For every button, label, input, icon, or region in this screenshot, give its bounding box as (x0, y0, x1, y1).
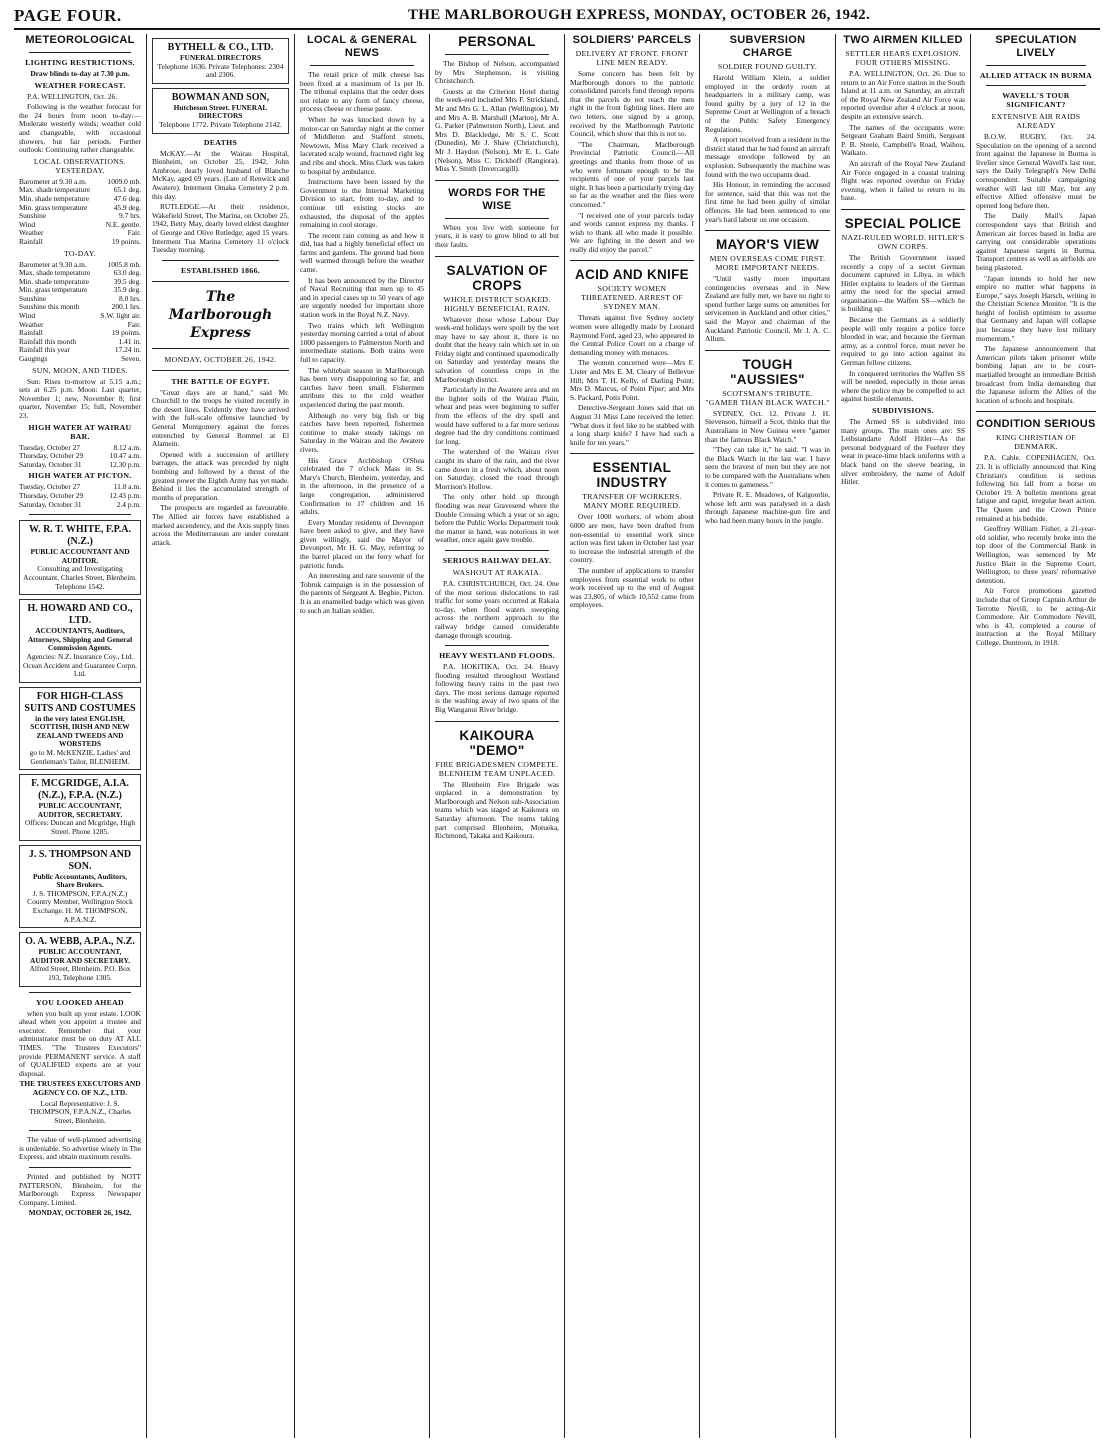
table-row (19, 501, 141, 510)
subheading: DEATHS (203, 137, 238, 147)
paragraph: It has been announced by the Director of Naval Recruiting that men up to 45 and in special cases up to 50 years of age are urgently needed for important shore station work in the Royal N.Z. Navy. (300, 275, 424, 320)
row-value: Fair. (127, 228, 141, 238)
subheading: NAZI-RULED WORLD. HITLER'S OWN CORPS. (841, 232, 965, 251)
subheading: WHOLE DISTRICT SOAKED. HIGHLY BENEFICIAL RAIN. (443, 294, 551, 313)
row-value: 9.7 hrs. (119, 211, 141, 221)
row-value: 8.0 hrs. (119, 293, 141, 303)
row-value: 19 points. (111, 236, 141, 246)
ad-detail: Agencies: N.Z. Insurance Coy., Ltd. Ocean Accident and Guarantee Corpn. Ltd. (23, 651, 137, 679)
paragraph: McKAY.—At the Wairau Hospital, Blenheim, on October 25, 1942, John Ambrose, dearly loved husband of Blanche McKay, aged 69 years. (Late of Renwick and Awatere). Interment Omaka Cemetery 2 p.m. this day. (152, 148, 289, 201)
row-label: Thursday, October 29 (19, 490, 84, 500)
ad-detail: Offices: Duncan and Mcgridge, High Street. Phone 1285. (24, 818, 136, 837)
row-label: Rainfall (19, 328, 43, 338)
imprint-date: MONDAY, OCTOBER 26, 1942. (28, 1208, 132, 1218)
table-row (19, 355, 141, 364)
subheading: SETTLER HEARS EXPLOSION. FOUR OTHERS MISSING. (845, 49, 961, 67)
leader-heading: THE BATTLE OF EGYPT. (171, 376, 270, 386)
paragraph: Although no very big fish or big catches have been reported, fishermen continue to make steady takings on Saturday in the Wairau and the Awatere rivers. (300, 410, 424, 454)
section-heading: TOUGH "AUSSIES" (730, 356, 805, 387)
paragraph: B.O.W. RUGBY, Oct. 24. Speculation on the opening of a second front against the Japanese in Burma is livelier since General Wavell's last tour, says the Daily Telegraph's New Delhi correspondent. Suitable campaigning weather will last till May, but any effective Allied offensive must be opened long before then. (976, 132, 1096, 210)
trustee-text: when you built up your estate. LOOK ahead when you appoint a trustee and executor. Remember that your administrator must be on duty AT ALL TIMES. "The Trustees Executors" provide PERMANENT service. A staff of QUALIFIED experts are at your disposal. (19, 1008, 141, 1078)
paragraph: A report received from a resident in the district stated that he had found an aircraft message envelope followed by an explosion. Subsequently the machine was found with the two occupants dead. (705, 135, 830, 179)
advertisement (152, 38, 289, 84)
established-line: ESTABLISHED 1866. (180, 265, 261, 275)
row-label: Tuesday, October 27 (19, 442, 81, 452)
section-heading: SALVATION OF CROPS (446, 262, 548, 293)
ad-line: Public Accountants, Auditors, Share Brokers. (32, 871, 128, 890)
paragraph: The women concerned were—Mrs F. Lister and Mrs E. M. Cleary of Bellevue Hill; Mrs T. H. Kelly, of Darling Point; Mrs D. Marcus, of Point Piper; and Mrs S. Packard, Potts Point. (570, 358, 694, 402)
row-value: 63.0 deg. (113, 268, 141, 278)
row-value: Seven. (121, 354, 141, 364)
row-value: Fair. (127, 319, 141, 329)
paragraph: The number of applications to transfer employees from essential work to other work received up to the end of August was 23,805, of which 10,552 came from employees. (570, 565, 694, 610)
dateline: P.A. WELLINGTON, Oct. 26. (27, 91, 118, 101)
paragraph: The recent rain coming as and how it did, has had a highly beneficial effect on farms and gardens. The ground had been well warmed through before the weather came. (300, 230, 424, 275)
ad-detail: Alfred Street, Blenheim. P.O. Box 193, Telephone 1305. (29, 964, 131, 982)
row-value: 65.1 deg. (113, 185, 141, 195)
paragraph: Whatever those whose Labour Day week-end holidays were spoilt by the wet may have to say about it, there is no doubt that the heavy rain which set in on Friday night and continued spasmodically on Saturday and yesterday means the salvation of countless crops in the Marlborough district. (435, 314, 559, 384)
row-label: Sunshine (19, 293, 47, 303)
paragraph: The watershed of the Wairau river caught its share of the rain, and the river came down in a fresh which, about noon on Saturday, closed the road through Morrison's Hollow. (435, 447, 559, 491)
paragraph: The British Government issued recently a copy of a secret German document captured in Libya, in which Hitler explains to leaders of the German army the need for the special armed organisation—the Waffen SS—which he is building up. (841, 252, 965, 314)
paragraph: Opened with a succession of artillery barrages, the attack was preceded by night bombing and followed by a thrust of the greatest power the Eighth Army has yet made. Behind it lies the accumulated strength of months of preparation. (152, 449, 289, 502)
section-heading: LOCAL & GENERAL NEWS (306, 34, 418, 59)
tides-picton (19, 483, 141, 509)
subheading: SUBDIVISIONS. (872, 406, 934, 415)
column-airmen (836, 34, 970, 1438)
subheading: WEATHER FORECAST. (34, 80, 126, 90)
crops-body (435, 316, 559, 545)
row-label: Barometer at 9.30 a.m. (19, 176, 87, 186)
row-value: 200.1 hrs. (111, 302, 141, 312)
forecast-text: Following is the weather forecast for the 24 hours from noon to-day:— Moderate westerly winds; weather cold and changeable, with occasional showers, but fair periods. Further outlook: Continuing rather changeable. (19, 102, 141, 155)
row-label: Weather (19, 319, 44, 329)
section-heading: METEOROLOGICAL (25, 34, 135, 46)
subheading: EXTENSIVE AIR RAIDS ALREADY (991, 112, 1081, 130)
paragraph: Harold William Klein, a soldier employed in the orderly room at headquarters in a military camp, was found guilty by a jury of 12 in the Supreme Court at Wellington of a breach of the Public Safety Emergency Regulations. (705, 73, 830, 134)
paragraph: The Bishop of Nelson, accompanied by Mrs Stephenson, is visiting Christchurch. (435, 59, 559, 86)
subheading: HIGH WATER AT PICTON. (28, 471, 132, 481)
row-value: 11.0 a.m. (113, 482, 141, 492)
paragraph: P.A. Cable. COPENHAGEN, Oct. 23. It is officially announced that King Christian's condition is serious following his fall from a horse on October 19. A bulletin mentions great fatigue and rapid, irregular heart action. The Queen and the Crown Prince remained at his bedside. (976, 453, 1096, 523)
paragraph: Over 1000 workers, of whom about 6000 are men, have been drafted from non-essential to essential work since action was first taken in October last year to increase the industrial strength of the country. (570, 512, 694, 565)
paragraph: Air Force promotions gazetted include that of Group Captain Arthur de Terrotte Nevill, to be acting-Air Commodore. Air Commodore Nevill, who is 43, completed a course of instruction at the Royal Military College, Duntroon, in 1918. (976, 586, 1096, 647)
paragraph: An interesting and rare souvenir of the Tobruk campaign is in the possession of the parents of Sergeant A. Begbie, Picton. It is an enamelled badge which was given to such an Italian soldier. (300, 571, 424, 615)
row-label: Barometer at 9.30 a.m. (19, 259, 87, 269)
row-value: 10.47 a.m. (109, 451, 141, 461)
row-value: 1.41 in. (118, 336, 141, 346)
ad-name: H. HOWARD AND CO., LTD. (27, 603, 133, 627)
newspaper-title: THE MARLBOROUGH EXPRESS, MONDAY, OCTOBER 26, 1942. (408, 7, 871, 23)
column-personal (430, 34, 564, 1438)
row-value: 12.43 p.m. (109, 490, 141, 500)
row-value: 47.6 deg. (113, 193, 141, 203)
row-label: Min. grass temperature (19, 285, 88, 295)
subheading: YOU LOOKED AHEAD (36, 997, 124, 1007)
paragraph: "Great days are at hand," said Mr. Churchill to the troops he visited recently in the desert lines. Evidently they have arrived with the full-scale offensive launched by General Montgomery against the forces entrenched by General Rommel at El Alamein. (152, 387, 289, 449)
row-label: Sunshine this month (19, 302, 80, 312)
paragraph: Some concern has been felt by Marlborough donors to the patriotic consolidated parcels fund through reports that the parcels do not reach the men right in the front fighting lines. Here are two letters, one signed by a group, received by the Marlborough Patriotic Council, which show that this is not so. (570, 69, 694, 139)
essential-body (570, 513, 694, 610)
trustee-rep: Local Representative: J. S. THOMPSON, F.P.A.N.Z., Charles Street, Blenheim. (29, 1098, 131, 1125)
section-heading: WORDS FOR THE WISE (448, 186, 546, 212)
column-local-news (295, 34, 429, 1438)
row-value: 17.24 in. (114, 345, 141, 355)
masthead (14, 6, 1100, 30)
paragraph: His Grace Archbishop O'Shea celebrated the 7 o'clock Mass in St. Mary's Church, Blenheim, yesterday, and in the afternoon, in the presence of a large congregation, administered Confirmation to 17 children and 16 adults. (300, 455, 424, 517)
row-value: 1005.8 mb. (107, 259, 141, 269)
section-heading: PERSONAL (458, 34, 536, 49)
police-body (841, 254, 965, 404)
subheading: SUN, MOON, AND TIDES. (32, 365, 128, 375)
section-heading: ESSENTIAL INDUSTRY (592, 460, 672, 491)
table-row (19, 461, 141, 470)
ad-line: ACCOUNTANTS, Auditors, Attorneys, Shipping and General Commission Agents. (27, 626, 133, 653)
row-label: Thursday, October 29 (19, 451, 84, 461)
rail-text: P.A. CHRISTCHURCH, Oct. 24. One of the most serious dislocations to rail traffic for some years occurred at Rakaia to-day, when flood waters sweeping across the northern approach to the railway bridge caused considerable damage through scouring. (435, 578, 559, 640)
subheading: SCOTSMAN'S TRIBUTE. "GAMER THAN BLACK WATCH." (705, 388, 830, 407)
wise-text: When you live with someone for years, it is easy to grow blind to all but their faults. (435, 222, 559, 249)
row-label: Saturday, October 31 (19, 499, 82, 509)
paragraph: "I received one of your parcels today and words cannot express my thanks. I wish to thank all who made it possible. We are fighting in the desert and we really did enjoy the parcel." (570, 210, 694, 254)
paragraph: In conquered territories the Waffen SS will be needed, especially in those areas where the police may be compelled to act against hostile elements. (841, 368, 965, 404)
paragraph: Two trains which left Wellington yesterday morning carried a total of about 1000 passengers to Palmerston North and intermediate stations. Both trains were full to capacity. (300, 320, 424, 364)
paragraph: The whitebait season in Marlborough has been very disappointing so far, and catches have been small. Fishermen attribute this to the cold weather experienced during the past month. (300, 365, 424, 409)
row-value: 2.4 p.m. (116, 499, 141, 509)
paragraph: "They can take it," he said. "I was in the Black Watch in the last war. I have seen the bravest of men but they are not to be compared with the Australians when it comes to gameness." (705, 445, 830, 489)
row-label: Rainfall this month (19, 336, 77, 346)
paragraph: Every Monday residents of Devonport have been asked to give, and they have given willingly, said the Mayor of Devonport, Mr H. G. May, referring to the barrel placed on the ferry wharf for patriotic funds. (300, 517, 424, 570)
subheading: HIGH WATER AT WAIRAU BAR. (28, 422, 132, 441)
section-heading: SPECULATION LIVELY (995, 34, 1077, 59)
row-label: Wind (19, 219, 36, 229)
tides-wairau (19, 444, 141, 470)
sun-moon-text: Sun: Rises to-morrow at 5.15 a.m.; sets at 6.25 p.m. Moon: Last quarter, November 1; new, November 8; first quarter, November 15; full, November 23. (19, 376, 141, 420)
row-value: 45.9 deg. (113, 202, 141, 212)
row-value: 1009.0 mb. (107, 176, 141, 186)
ad-detail: J. S. THOMPSON, F.P.A.(N.Z.) Country Member, Wellington Stock Exchange. H. M. THOMPSON, A.P.A.N.Z. (27, 888, 133, 924)
row-label: Saturday, October 31 (19, 459, 82, 469)
row-label: Weather (19, 228, 44, 238)
subheading: FIRE BRIGADESMEN COMPETE. BLENHEIM TEAM UNPLACED. (435, 759, 559, 778)
paragraph: Threats against five Sydney society women were allegedly made by Leonard Raymond Ford, aged 23, who appeared in the Central Police Court on a charge of demanding money with menaces. (570, 313, 694, 357)
paragraph: The retail price of milk cheese has been fixed at a maximum of 1s per lb. The tribunal explains that the order does not relate to any form of fancy cheese, process cheese or cheese paste. (300, 70, 424, 114)
trustee-company: THE TRUSTEES EXECUTORS AND AGENCY CO. OF N.Z., LTD. (19, 1079, 141, 1097)
paragraph: The prospects are regarded as favourable. The Allied air forces have established a marked ascendency, and the Axis supply lines across the Mediterranean are under constant attack. (152, 503, 289, 547)
leader-article (152, 389, 289, 548)
row-value: S.W. light air. (100, 311, 141, 321)
airmen-body (841, 70, 965, 203)
column-subversion (700, 34, 835, 1438)
parcels-body (570, 70, 694, 254)
row-value: 39.5 deg. (113, 276, 141, 286)
subdiv-text: The Armed SS is subdivided into many groups. The main ones are: SS Leibstandarte Adolf Hitler—As the personal bodyguard of the Fuehrer they wear in peace-time black uniforms with a black band on the sleeve bearing, in silver embroidery, the name of Adolf Hitler. (841, 417, 965, 487)
local-news-body (300, 71, 424, 615)
death-notices (152, 150, 289, 255)
paragraph: The names of the occupants were: Sergeant Graham Baird Smith, Sergeant P. B. Steele, Campbell's Road, Waihou, Waikato. (841, 122, 965, 158)
row-label: Min. shade temperature (19, 276, 89, 286)
paragraph: When he was knocked down by a motor-car on Saturday night at the corner of Middleton and Stafford streets, Newtown, Miss Mary Clark received a lacerated scalp wound, fractured right leg and ribs and shock. Miss Clark was taken to hospital by ambulance. (300, 114, 424, 176)
row-value: 8.12 a.m. (113, 442, 141, 452)
ad-detail: Consulting and Investigating Accountant. Charles Street, Blenheim. Telephone 1542. (23, 564, 137, 591)
paragraph: His Honour, in reminding the accused for sentence, said that this was not the first time he had been guilty of similar offences. He had been sentenced to one year's hard labour on one occasion. (705, 180, 830, 224)
row-value: 12.30 p.m. (109, 459, 141, 469)
advertisement (19, 520, 141, 595)
advertisement (19, 774, 141, 840)
ad-line: in the very latest ENGLISH, SCOTTISH, IRISH AND NEW ZEALAND TWEEDS AND WORSTEDS (30, 713, 130, 749)
paragraph: An aircraft of the Royal New Zealand Air Force engaged in a coastal training flight was reported overdue on Friday evening, when it failed to return to its base. (841, 158, 965, 203)
subheading: TO-DAY. (63, 248, 97, 258)
speculation-body (976, 133, 1096, 405)
column-speculation (971, 34, 1101, 1438)
subheading: HEAVY WESTLAND FLOODS. (439, 651, 555, 661)
paragraph: "The Chairman, Marlborough Provincial Patriotic Council.—All greetings and thanks from those of us who were fortunate enough to be the recipients of one of your parcels last night. It has been a particularly trying day so far as the weather and the flies were concerned." (570, 139, 694, 209)
ad-detail: Telephone 1636. Private Telephones: 2304 and 2306. (157, 61, 284, 80)
imprint: Printed and published by NOTT PATTERSON, Blenheim, for the Marlborough Express Newspaper Company, Limited. (19, 1172, 141, 1207)
ad-line: Hutcheson Street. FUNERAL DIRECTORS (173, 102, 268, 121)
column-parcels (565, 34, 699, 1438)
section-heading: SUBVERSION CHARGE (729, 34, 806, 59)
paragraph: P.A. WELLINGTON, Oct. 26. Due to return to an Air Force station in the South Island at 11 a.m. on Saturday, an aircraft of the Royal New Zealand Air Force was reported overdue after 4 o'clock at noon, despite an extensive search. (841, 69, 965, 121)
advertisement (19, 932, 141, 986)
flood-text: P.A. HOKITIKA, Oct. 24. Heavy flooding resulted throughout Westland following heavy rains in the past two days. The most serious damage reported is the washing away of two spans of the Big Wanganui River bridge. (435, 662, 559, 715)
subheading: SOLDIER FOUND GUILTY. (717, 62, 818, 71)
newspaper-flag: The Marlborough Express (168, 288, 273, 341)
paragraph: The only other hold up through flooding was near Gravesend where the Double Crossing which a year or so ago, before the Public Works Department took the matter in hand, was notorious in wet weather, once again gave trouble. (435, 492, 559, 545)
section-heading: KAIKOURA "DEMO" (459, 727, 535, 758)
ad-detail: Telephone 1772. Private Telephone 2142. (159, 119, 282, 129)
ad-line: PUBLIC ACCOUNTANT, AUDITOR, SECRETARY. (37, 801, 123, 819)
row-label: Min. grass temperature (19, 202, 88, 212)
observations-yesterday (19, 178, 141, 247)
ad-name: F. MCGRIDGE, A.I.A. (N.Z.), F.P.A. (N.Z.) (31, 778, 129, 802)
ad-detail: go to M. McKENZIE, Ladies' and Gentleman's Tailor, BLENHEIM. (29, 748, 131, 766)
section-heading: CONDITION SERIOUS (976, 418, 1096, 431)
paragraph: The Japanese announcement that American pilots taken prisoner while bombing Japan are to be court-martialled brought an immediate British broadcast from India demanding that the Japanese inform the Allies of the location of schools and hospitals. (976, 344, 1096, 405)
row-value: N.E. gentle. (105, 219, 141, 229)
observations-today (19, 261, 141, 364)
section-heading: ACID AND KNIFE (575, 267, 689, 283)
table-row (19, 238, 141, 247)
tough-body (705, 410, 830, 526)
row-label: Sunshine (19, 211, 47, 221)
paragraph: Because the Germans as a soldierly people will only require a police force blooded in war, and because the German army, as a control force, must never be required to go into action against its German fellow citizens. (841, 315, 965, 368)
paragraph: RUTLEDGE.—At their residence, Wakefield Street, The Marina, on October 25, 1942, Betty May, dearly loved eldest daughter of George and Olive Rutledge; aged 15 years. Interment Tua Marina Cemetery 11 o'clock Tuesday morning. (152, 202, 289, 255)
paragraph: Guests at the Criterion Hotel during the week-end included Mrs F. Strickland, Mr and Mrs G. L. Allan (Wellington), Mr and Mrs A. B. Marshall (Marton), Mr A. G. Parker (Palmerston North), Lieut. and Mrs D. Blackledge, Mr S. C. Scott (Dunedin), Mr J. Shaw (Christchurch), Mr J. Haydon (Nelson), Mr E. L. Gale (Nelson), Miss C. Dickhoff (Rangiora), Miss Y. Smith (Invercargill). (435, 86, 559, 174)
acid-body (570, 314, 694, 447)
advertisement (152, 88, 289, 134)
subheading: KING CHRISTIAN OF DENMARK. (995, 433, 1077, 452)
page-number: PAGE FOUR. (14, 6, 122, 25)
subheading: DELIVERY AT FRONT. FRONT LINE MEN READY. (575, 49, 689, 67)
section-heading: SOLDIERS' PARCELS (572, 34, 692, 46)
subheading: TRANSFER OF WORKERS. MANY MORE REQUIRED. (582, 492, 682, 511)
column-meteorological (14, 34, 146, 1438)
classified-ads (19, 520, 141, 986)
paragraph: Detective-Sergeant Jones said that on August 31 Miss Lane received the letter: "What does it feel like to be stabbed with a long sharp knife? I have had such a knife for ten years." (570, 403, 694, 447)
advertisement (19, 687, 141, 771)
ad-line: PUBLIC ACCOUNTANT AND AUDITOR. (30, 547, 130, 565)
paragraph: Particularly in the Awatere area and on the lighter soils of the Wairau Plain, wheat and peas were beginning to suffer from the effects of the dry spell and would have suffered to a far more serious degree had the dry conditions continued for long. (435, 385, 559, 446)
advertisement (19, 845, 141, 929)
subheading: WASHOUT AT RAKAIA. (452, 567, 542, 577)
paragraph: SYDNEY, Oct. 12. Private J. H. Stevenson, himself a Scot, thinks that the Australians in New Guinea were "gamer than the famous Black Watch." (705, 408, 830, 444)
ad-name: FOR HIGH-CLASS SUITS AND COSTUMES (24, 690, 136, 714)
king-body (976, 454, 1096, 647)
advertisement (19, 599, 141, 683)
row-value: 19 points. (111, 328, 141, 338)
subheading: SERIOUS RAILWAY DELAY. (442, 555, 552, 565)
paragraph: Private R. E. Meadows, of Kalgoorlie, whose left arm was paralysed in a dash through Japanese machine-gun fire and who had been many hours in the jungle. (705, 490, 830, 525)
mayor-text: "Until vastly more important contingencies overseas and in New Zealand are fully met, we have no right to spend further large sums on amenities for servicemen in Auckland and other cities," said the Mayor and chairman of the Auckland Patriotic Council, Mr J. A. C. Allum. (705, 274, 830, 344)
funeral-directors (152, 38, 289, 134)
ad-name: BYTHELL & CO., LTD. (167, 42, 274, 53)
subheading: LOCAL OBSERVATIONS. YESTERDAY. (33, 156, 127, 175)
lighting-text: Draw blinds to-day at 7.30 p.m. (30, 69, 130, 78)
subheading: ALLIED ATTACK IN BURMA (979, 71, 1093, 80)
advert-note: The value of well-planned advertising is undeniable. So advertise wisely in The Express, and obtain maximum results. (19, 1135, 141, 1162)
paragraph: Geoffrey William Fisher, a 21-year-old soldier, who recently broke into the top door of the Commercial Bank in Wellington, was sentenced by Mr Justice Blair in the Supreme Court, Wellington, to three years' reformative detention. (976, 524, 1096, 585)
section-heading: SPECIAL POLICE (844, 215, 962, 231)
column-notices (147, 34, 294, 1438)
section-heading: MAYOR'S VIEW (715, 237, 820, 253)
row-label: Max. shade temperature (19, 268, 91, 278)
personal-body (435, 60, 559, 174)
ad-line: PUBLIC ACCOUNTANT, AUDITOR AND SECRETARY. (29, 947, 130, 965)
subheading: MEN OVERSEAS COME FIRST. MORE IMPORTANT NEEDS. (709, 254, 826, 273)
demo-text: The Blenheim Fire Brigade was unplaced in a demonstration by Marlborough and Nelson sub-Association teams which was staged at Kaikoura on Saturday afternoon. The teams taking part comprised Blenheim, Motueka, Richmond, Takaka and Kaikoura. (435, 779, 559, 841)
row-label: Tuesday, October 27 (19, 482, 81, 492)
ad-name: O. A. WEBB, A.P.A., N.Z. (25, 936, 135, 948)
paragraph: "Japan intends to hold her new empire no matter what happens in Europe," says Joseph Harsch, writing in the Christian Science Monitor. "It is the height of foolish optimism to assume that Germany and Japan will collapse just because they have lost military momentum." (976, 273, 1096, 343)
ad-line: FUNERAL DIRECTORS (180, 53, 261, 62)
row-value: 35.9 deg. (113, 285, 141, 295)
flag-date: MONDAY, OCTOBER 26, 1942. (164, 354, 277, 364)
subheading: WAVELL'S TOUR SIGNIFICANT? (1002, 91, 1070, 109)
section-heading: TWO AIRMEN KILLED (843, 34, 963, 46)
paragraph: The Daily Mail's Japan correspondent says that British and American air forces based in India are carrying out considerable operations against Japanese targets in Burma. Transport centres as well as airfields are being plastered. (976, 211, 1096, 272)
row-label: Min. shade temperature (19, 193, 89, 203)
subheading: SOCIETY WOMEN THREATENED. ARREST OF SYDNEY MAN. (580, 284, 684, 312)
subversion-body (705, 74, 830, 224)
row-label: Gaugings (19, 354, 48, 364)
row-label: Wind (19, 311, 36, 321)
row-label: Max. shade temperature (19, 185, 91, 195)
ad-name: J. S. THOMPSON AND SON. (28, 848, 132, 872)
subheading: LIGHTING RESTRICTIONS. (25, 58, 135, 67)
ad-name: W. R. T. WHITE, F.P.A. (N.Z.) (29, 524, 131, 548)
row-label: Rainfall this year (19, 345, 70, 355)
row-label: Rainfall (19, 236, 43, 246)
ad-name: BOWMAN AND SON, (171, 91, 270, 103)
paragraph: Instructions have been issued by the Government to the Internal Marketing Division to start, from to-day, and to continue till existing stocks are exhausted, the disposal of the apples remaining in cool storage. (300, 177, 424, 230)
